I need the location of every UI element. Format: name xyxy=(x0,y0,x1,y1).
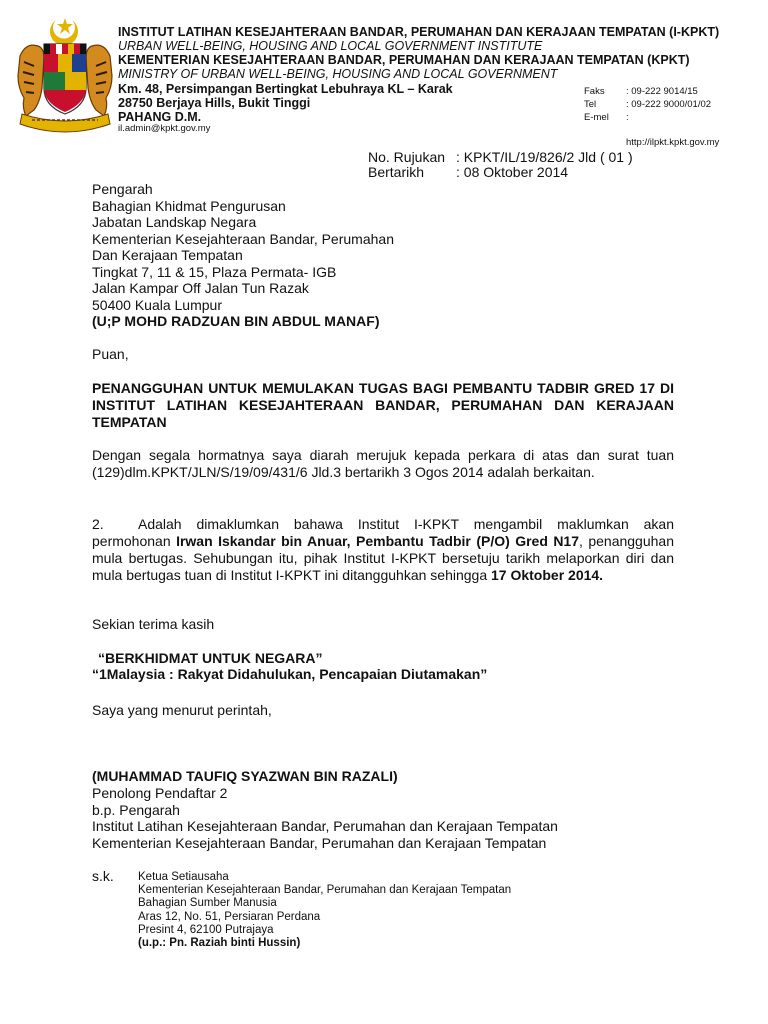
recipient-line: Kementerian Kesejahteraan Bandar, Perumahan xyxy=(92,230,394,247)
address-line: Km. 48, Persimpangan Bertingkat Lebuhraya KL – Karak xyxy=(118,82,453,96)
signatory-organisation: Kementerian Kesejahteraan Bandar, Perumahan dan Kerajaan Tempatan xyxy=(92,834,547,851)
recipient-line: Pengarah xyxy=(92,181,153,197)
ministry-name-english: MINISTRY OF URBAN WELL-BEING, HOUSING AND LOCAL GOVERNMENT xyxy=(118,67,558,81)
cc-label: s.k. xyxy=(92,868,114,884)
recipient-line: Dan Kerajaan Tempatan xyxy=(92,247,243,263)
coat-of-arms-icon xyxy=(14,14,116,136)
motto-line: “BERKHIDMAT UNTUK NEGARA” xyxy=(98,650,323,666)
paragraph-text: Adalah dimaklumkan bahawa Institut I-KPKT mengambil maklumkan akan permohonan xyxy=(92,516,674,549)
letter-subject: PENANGGUHAN UNTUK MEMULAKAN TUGAS BAGI PEMBANTU TADBIR GRED 17 DI INSTITUT LATIHAN KESEJAHTERAAN BANDAR, PERUMAHAN DAN KERAJAAN TEMPATAN xyxy=(92,380,674,430)
institute-name-english: URBAN WELL-BEING, HOUSING AND LOCAL GOVERNMENT INSTITUTE xyxy=(118,39,543,53)
email-address[interactable]: il.admin@kpkt.gov.my xyxy=(118,123,211,134)
paragraph-end: . xyxy=(599,567,604,583)
fax-number: : 09-222 9014/15 xyxy=(626,86,698,97)
signatory-title: b.p. Pengarah xyxy=(92,801,180,818)
cc-line: Presint 4, 62100 Putrajaya xyxy=(138,923,274,936)
signatory-title: Penolong Pendaftar 2 xyxy=(92,785,228,801)
closing-line: Sekian terima kasih xyxy=(92,616,215,632)
body-paragraph-2 xyxy=(92,516,674,584)
applicant-name: Irwan Iskandar bin Anuar, Pembantu Tadbir (P/O) Gred N17 xyxy=(176,533,579,549)
ministry-name: KEMENTERIAN KESEJAHTERAAN BANDAR, PERUMAHAN DAN KERAJAAN TEMPATAN (KPKT) xyxy=(118,53,690,67)
cc-line: Bahagian Sumber Manusia xyxy=(138,897,277,910)
institute-name: INSTITUT LATIHAN KESEJAHTERAAN BANDAR, PERUMAHAN DAN KERAJAAN TEMPATAN (I-KPKT) xyxy=(118,25,720,39)
recipient-line: Bahagian Khidmat Pengurusan xyxy=(92,197,286,214)
cc-line: Ketua Setiausaha xyxy=(138,871,229,883)
website-link[interactable]: http://ilpkt.kpkt.gov.my xyxy=(626,137,720,148)
email-separator: : xyxy=(626,112,629,123)
attention-line: (U;P MOHD RADZUAN BIN ABDUL MANAF) xyxy=(92,313,380,329)
recipient-line: Jalan Kampar Off Jalan Tun Razak xyxy=(92,280,309,296)
recipient-line: Tingkat 7, 11 & 15, Plaza Permata- IGB xyxy=(92,263,337,280)
paragraph-text: , penangguhan mula bertugas. Sehubungan itu, pihak Institut I-KPKT bersetuju tarikh melaporkan diri dan mula bertugas tuan di Institut I-KPKT ini ditangguhkan sehingga xyxy=(92,533,674,583)
slogan-line: “1Malaysia : Rakyat Didahulukan, Pencapaian Diutamakan” xyxy=(92,666,488,682)
address-line: PAHANG D.M. xyxy=(118,110,202,124)
deferred-date: 17 Oktober 2014 xyxy=(491,567,600,583)
signatory-organisation: Institut Latihan Kesejahteraan Bandar, Perumahan dan Kerajaan Tempatan xyxy=(92,818,558,834)
address-line: 28750 Berjaya Hills, Bukit Tinggi xyxy=(118,96,311,110)
recipient-line: 50400 Kuala Lumpur xyxy=(92,296,222,313)
reference-number: : KPKT/IL/19/826/2 Jld ( 01 ) xyxy=(456,149,633,165)
body-paragraph-1: Dengan segala hormatnya saya diarah merujuk kepada perkara di atas dan surat tuan (129)dlm.KPKT/JLN/S/19/09/431/6 Jld.3 bertarikh 3 Ogos 2014 adalah berkaitan. xyxy=(92,447,674,480)
salutation: Puan, xyxy=(92,346,129,362)
cc-attention: (u.p.: Pn. Raziah binti Hussin) xyxy=(138,937,301,949)
signatory-name: (MUHAMMAD TAUFIQ SYAZWAN BIN RAZALI) xyxy=(92,768,398,784)
cc-line: Aras 12, No. 51, Persiaran Perdana xyxy=(138,910,321,923)
paragraph-number: 2. xyxy=(92,516,104,532)
reference-label: No. Rujukan xyxy=(368,149,446,165)
date-label: Bertarikh xyxy=(368,164,425,180)
cc-line: Kementerian Kesejahteraan Bandar, Perumahan dan Kerajaan Tempatan xyxy=(138,884,512,897)
sign-off: Saya yang menurut perintah, xyxy=(92,702,272,718)
recipient-line: Jabatan Landskap Negara xyxy=(92,214,257,230)
email-label: E-mel xyxy=(584,112,609,123)
tel-number: : 09-222 9000/01/02 xyxy=(626,99,712,110)
fax-label: Faks xyxy=(584,86,605,97)
tel-label: Tel xyxy=(584,99,597,110)
letter-date: : 08 Oktober 2014 xyxy=(456,164,569,180)
